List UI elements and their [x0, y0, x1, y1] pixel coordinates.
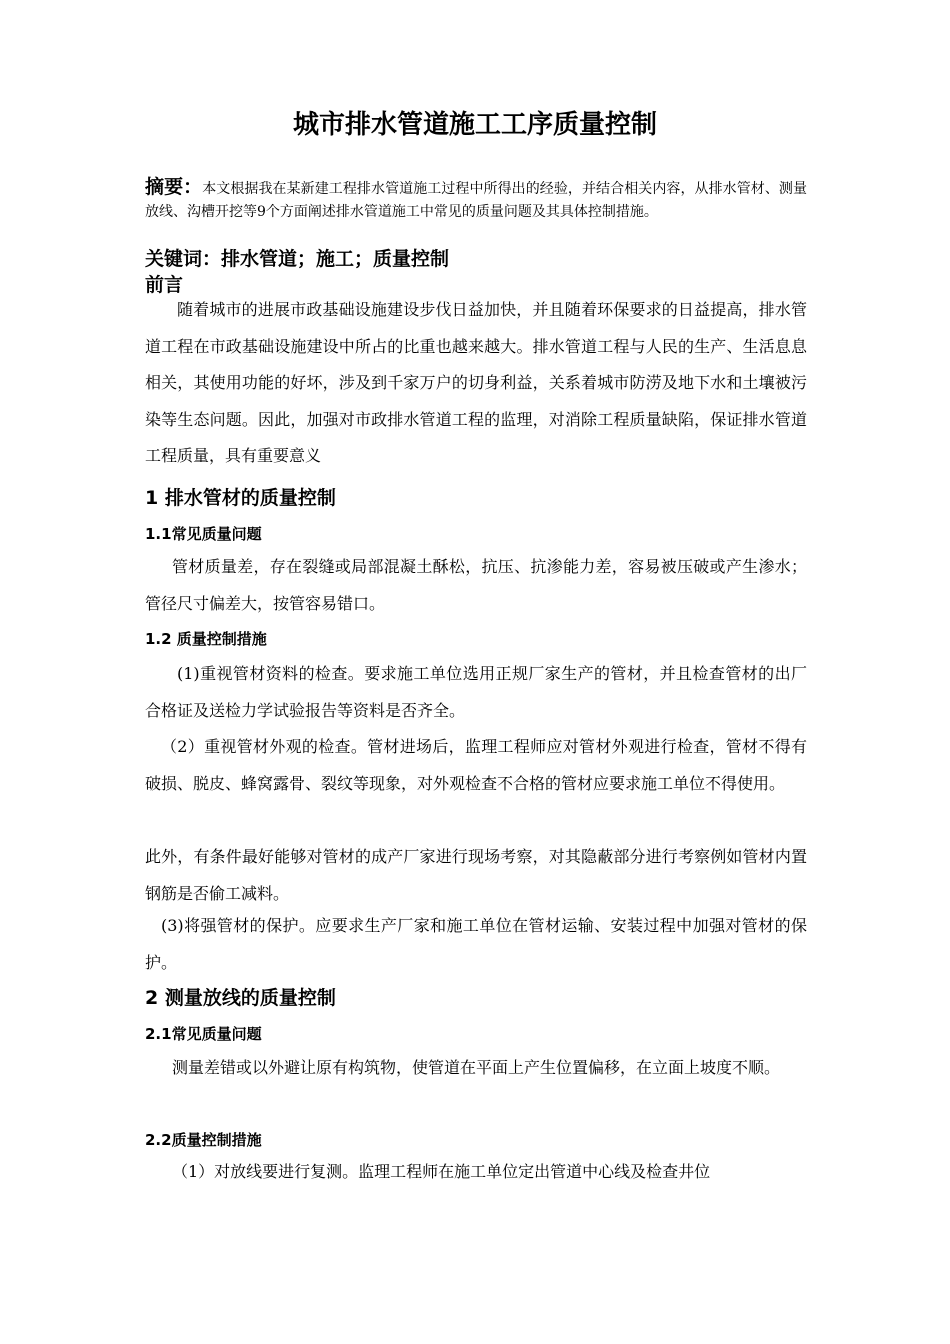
- section-2-2-paragraph-1: （1）对放线要进行复测。监理工程师在施工单位定出管道中心线及检查井位: [172, 1162, 711, 1181]
- preface-paragraph: 随着城市的进展市政基础设施建设步伐日益加快，并且随着环保要求的日益提高，排水管道工程在市政基础设施建设中所占的比重也越来越大。排水管道工程与人民的生产、生活息息相关，其使用功能的好坏，涉及到千家万户的切身利益，关系着城市防涝及地下水和土壤被污染等生态问题。因此，加强对市政排水管道工程的监理，对消除工程质量缺陷，保证排水管道工程质量，具有重要意义: [145, 300, 807, 465]
- section-1-1-heading: 1.1常见质量问题: [145, 525, 262, 543]
- section-1-2-heading: 1.2 质量控制措施: [145, 630, 267, 648]
- abstract-text: 本文根据我在某新建工程排水管道施工过程中所得出的经验，并结合相关内容，从排水管材、测量放线、沟槽开挖等9个方面阐述排水管道施工中常见的质量问题及其具体控制措施。: [145, 181, 807, 220]
- section-1-1-paragraph: 管材质量差，存在裂缝或局部混凝土酥松，抗压、抗渗能力差，容易被压破或产生渗水；管径尺寸偏差大，按管容易错口。: [145, 557, 807, 613]
- abstract: [145, 176, 807, 224]
- section-1-heading: 1 排水管材的质量控制: [145, 487, 336, 509]
- section-2-heading: 2 测量放线的质量控制: [145, 987, 336, 1009]
- abstract-label: 摘要：: [145, 176, 203, 198]
- section-2-1-heading: 2.1常见质量问题: [145, 1025, 262, 1043]
- section-1-2-paragraph-4: (3)将强管材的保护。应要求生产厂家和施工单位在管材运输、安装过程中加强对管材的保护。: [145, 916, 807, 972]
- keywords: 关键词：排水管道；施工；质量控制: [145, 248, 450, 270]
- section-1-2-paragraph-2: （2）重视管材外观的检查。管材进场后，监理工程师应对管材外观进行检查，管材不得有破损、脱皮、蜂窝露骨、裂纹等现象，对外观检查不合格的管材应要求施工单位不得使用。: [145, 737, 807, 793]
- section-2-1-paragraph: 测量差错或以外避让原有构筑物，使管道在平面上产生位置偏移，在立面上坡度不顺。: [172, 1058, 781, 1077]
- document-title: 城市排水管道施工工序质量控制: [292, 110, 657, 140]
- preface-heading: 前言: [145, 274, 184, 296]
- section-2-2-heading: 2.2质量控制措施: [145, 1131, 262, 1149]
- section-1-2-paragraph-1: (1)重视管材资料的检查。要求施工单位选用正规厂家生产的管材，并且检查管材的出厂合格证及送检力学试验报告等资料是否齐全。: [145, 664, 807, 720]
- section-1-2-paragraph-3: 此外，有条件最好能够对管材的成产厂家进行现场考察，对其隐蔽部分进行考察例如管材内置钢筋是否偷工减料。: [145, 847, 807, 903]
